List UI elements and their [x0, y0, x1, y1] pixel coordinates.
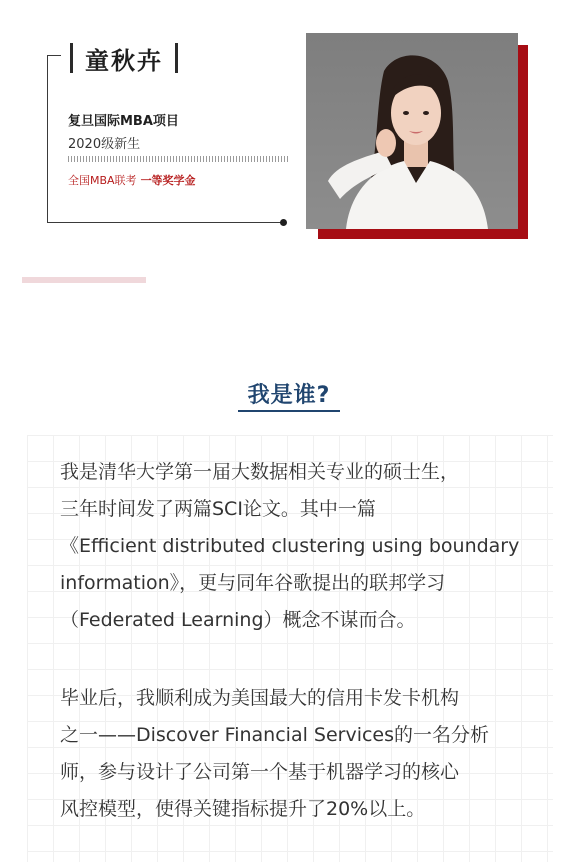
- text-line: 师，参与设计了公司第一个基于机器学习的核心: [60, 761, 460, 783]
- profile-award: [68, 172, 196, 188]
- text-line: 我是清华大学第一届大数据相关专业的硕士生，: [60, 461, 460, 483]
- section-title: [0, 378, 578, 412]
- text-line: 《Efficient distributed clustering using boundary: [60, 535, 520, 557]
- name-bar-left: [70, 43, 73, 73]
- paragraph-career: [60, 680, 540, 828]
- woman-portrait-photo: [306, 33, 518, 229]
- profile-card: [0, 0, 578, 250]
- paragraph-education: [60, 454, 540, 639]
- text-line: （Federated Learning）概念不谋而合。: [60, 609, 416, 631]
- profile-cohort: 2020级新生: [68, 137, 141, 152]
- card-frame-top-tick: [47, 55, 61, 56]
- text-line: information》，更与同年谷歌提出的联邦学习: [60, 572, 446, 594]
- award-prefix: 全国MBA联考: [68, 174, 137, 187]
- card-frame-dot: [280, 219, 287, 226]
- text-line: 之一——Discover Financial Services的一名分析: [60, 724, 490, 746]
- profile-name: 童秋卉: [85, 45, 163, 75]
- portrait-illustration: [306, 33, 518, 229]
- award-highlight: 一等奖学金: [140, 174, 196, 187]
- section-title-text: 我是谁?: [238, 378, 341, 412]
- pink-accent-bar: [22, 277, 146, 283]
- profile-school: 复旦国际MBA项目: [68, 114, 179, 129]
- name-bar-right: [175, 43, 178, 73]
- text-line: 毕业后，我顺利成为美国最大的信用卡发卡机构: [60, 687, 460, 709]
- text-line: 风控模型，使得关键指标提升了20%以上。: [60, 798, 426, 820]
- hatch-divider: [68, 156, 288, 162]
- name-block: [66, 38, 182, 78]
- text-line: 三年时间发了两篇SCI论文。其中一篇: [60, 498, 376, 520]
